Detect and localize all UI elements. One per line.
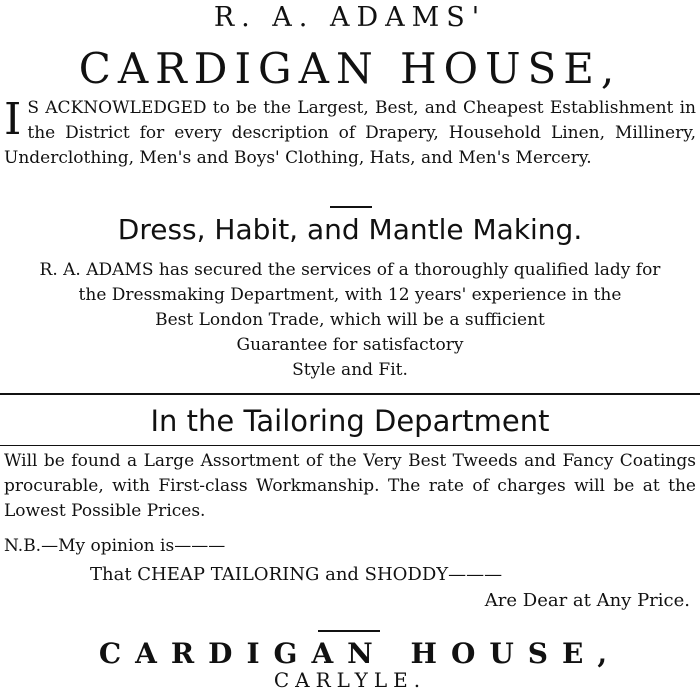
dress-line: Best London Trade, which will be a sufficient: [155, 310, 545, 330]
short-divider: [330, 206, 372, 208]
owner-name: R. A. ADAMS': [213, 2, 487, 33]
cheap-tailoring-line: That CHEAP TAILORING and SHODDY———: [90, 564, 503, 585]
short-divider: [318, 630, 380, 632]
nb-note: N.B.—My opinion is———: [4, 536, 226, 556]
intro-text: S ACKNOWLEDGED to be the Largest, Best, and Cheapest Establishment in the District for every description of Drapery, Household Linen, Millinery, Underclothing, Men's and Boys' Clothing, Hats, and Men's Mercery.: [4, 98, 696, 168]
dress-line: the Dressmaking Department, with 12 years' experience in the: [78, 285, 622, 305]
shop-name-heading: CARDIGAN HOUSE,: [78, 44, 622, 93]
tailoring-heading: In the Tailoring Department: [150, 404, 550, 438]
dress-making-heading: Dress, Habit, and Mantle Making.: [117, 213, 583, 246]
footer-city: CARLYLE.: [273, 668, 427, 692]
intro-paragraph: [4, 96, 696, 171]
section-divider-top: [0, 393, 700, 395]
dress-line: Style and Fit.: [292, 360, 408, 380]
dress-line: R. A. ADAMS has secured the services of a thoroughly qualified lady for: [39, 260, 661, 280]
footer-shop-name: CARDIGAN HOUSE,: [98, 637, 622, 670]
section-divider-bottom: [0, 445, 700, 446]
intro-drop-cap: I: [4, 94, 22, 145]
dear-at-any-price-line: Are Dear at Any Price.: [484, 590, 690, 611]
dress-line: Guarantee for satisfactory: [236, 335, 464, 355]
tailoring-paragraph: Will be found a Large Assortment of the Very Best Tweeds and Fancy Coatings procurable, with First-class Workmanship. The rate of charges will be at the Lowest Possible Prices.: [4, 451, 696, 521]
dress-making-paragraph: [4, 258, 696, 383]
